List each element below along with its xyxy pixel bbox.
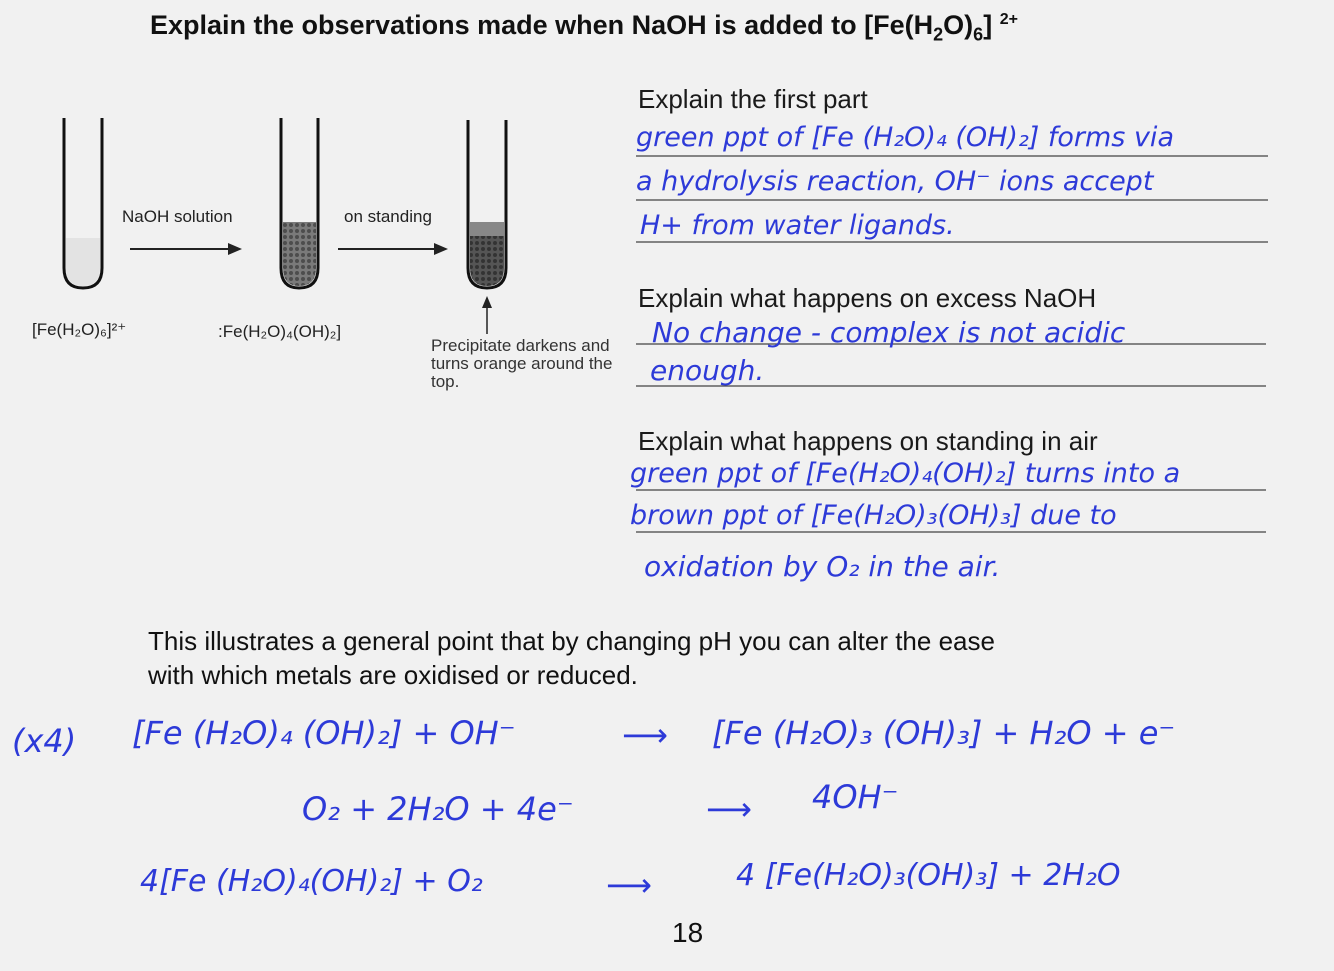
tube-2-label-text: Fe(H₂O)₄(OH)₂]	[222, 322, 342, 341]
tube-2-label	[218, 322, 341, 342]
arrow-1-label: NaOH solution	[122, 207, 233, 226]
arrow-2-label: on standing	[344, 207, 432, 226]
title-charge: 2+	[999, 11, 1018, 28]
title-subscript-2: 6	[973, 24, 984, 45]
answer-1-line-1: green ppt of [Fe (H₂O)₄ (OH)₂] forms via	[636, 122, 1174, 153]
question-standing-in-air: Explain what happens on standing in air	[638, 426, 1098, 456]
test-tube-2	[281, 118, 318, 288]
equation-3-arrow: ⟶	[606, 866, 652, 904]
answer-1-line-2: a hydrolysis reaction, OH⁻ ions accept	[636, 166, 1154, 197]
test-tube-3	[468, 120, 506, 288]
answer-3-line-3: oxidation by O₂ in the air.	[644, 550, 1001, 583]
title-text-mid: O)	[943, 10, 974, 40]
answer-2-line-2: enough.	[650, 354, 765, 387]
title-text: Explain the observations made when NaOH is added to [Fe(H	[150, 10, 934, 40]
general-point	[148, 624, 995, 692]
answer-3-line-2: brown ppt of [Fe(H₂O)₃(OH)₃] due to	[630, 500, 1117, 531]
equation-3-left: 4[Fe (H₂O)₄(OH)₂] + O₂	[140, 864, 483, 899]
general-point-line-1: This illustrates a general point that by changing pH you can alter the ease	[148, 626, 995, 656]
equation-2-left: O₂ + 2H₂O + 4e⁻	[302, 790, 574, 828]
diagram-caption: Precipitate darkens and turns orange around the top.	[431, 336, 613, 391]
page-number: 18	[672, 917, 704, 948]
caption-pointer-arrow	[482, 296, 492, 334]
question-first-part: Explain the first part	[638, 84, 868, 114]
question-excess-naoh: Explain what happens on excess NaOH	[638, 283, 1097, 313]
general-point-line-2: with which metals are oxidised or reduced.	[148, 660, 638, 690]
answer-1-line-3: H+ from water ligands.	[640, 210, 955, 241]
equation-multiplier: (x4)	[12, 722, 77, 760]
equation-1-left: [Fe (H₂O)₄ (OH)₂] + OH⁻	[132, 714, 516, 752]
tube-1-label: [Fe(H₂O)₆]²⁺	[32, 320, 127, 339]
tube-2-label-prefix: :	[218, 322, 223, 341]
equation-2-arrow: ⟶	[706, 790, 752, 828]
reaction-arrow-1	[130, 243, 242, 255]
equation-1-right: [Fe (H₂O)₃ (OH)₃] + H₂O + e⁻	[712, 714, 1176, 752]
answer-2-line-1: No change - complex is not acidic	[652, 316, 1126, 349]
test-tube-1	[64, 118, 102, 288]
equation-1-arrow: ⟶	[622, 716, 668, 754]
equation-2-right: 4OH⁻	[812, 778, 899, 816]
answer-3-line-1: green ppt of [Fe(H₂O)₄(OH)₂] turns into a	[630, 458, 1181, 489]
title-subscript-1: 2	[933, 24, 944, 45]
equation-3-right: 4 [Fe(H₂O)₃(OH)₃] + 2H₂O	[736, 858, 1121, 893]
title-text-end: ]	[983, 10, 993, 40]
reaction-arrow-2	[338, 243, 448, 255]
